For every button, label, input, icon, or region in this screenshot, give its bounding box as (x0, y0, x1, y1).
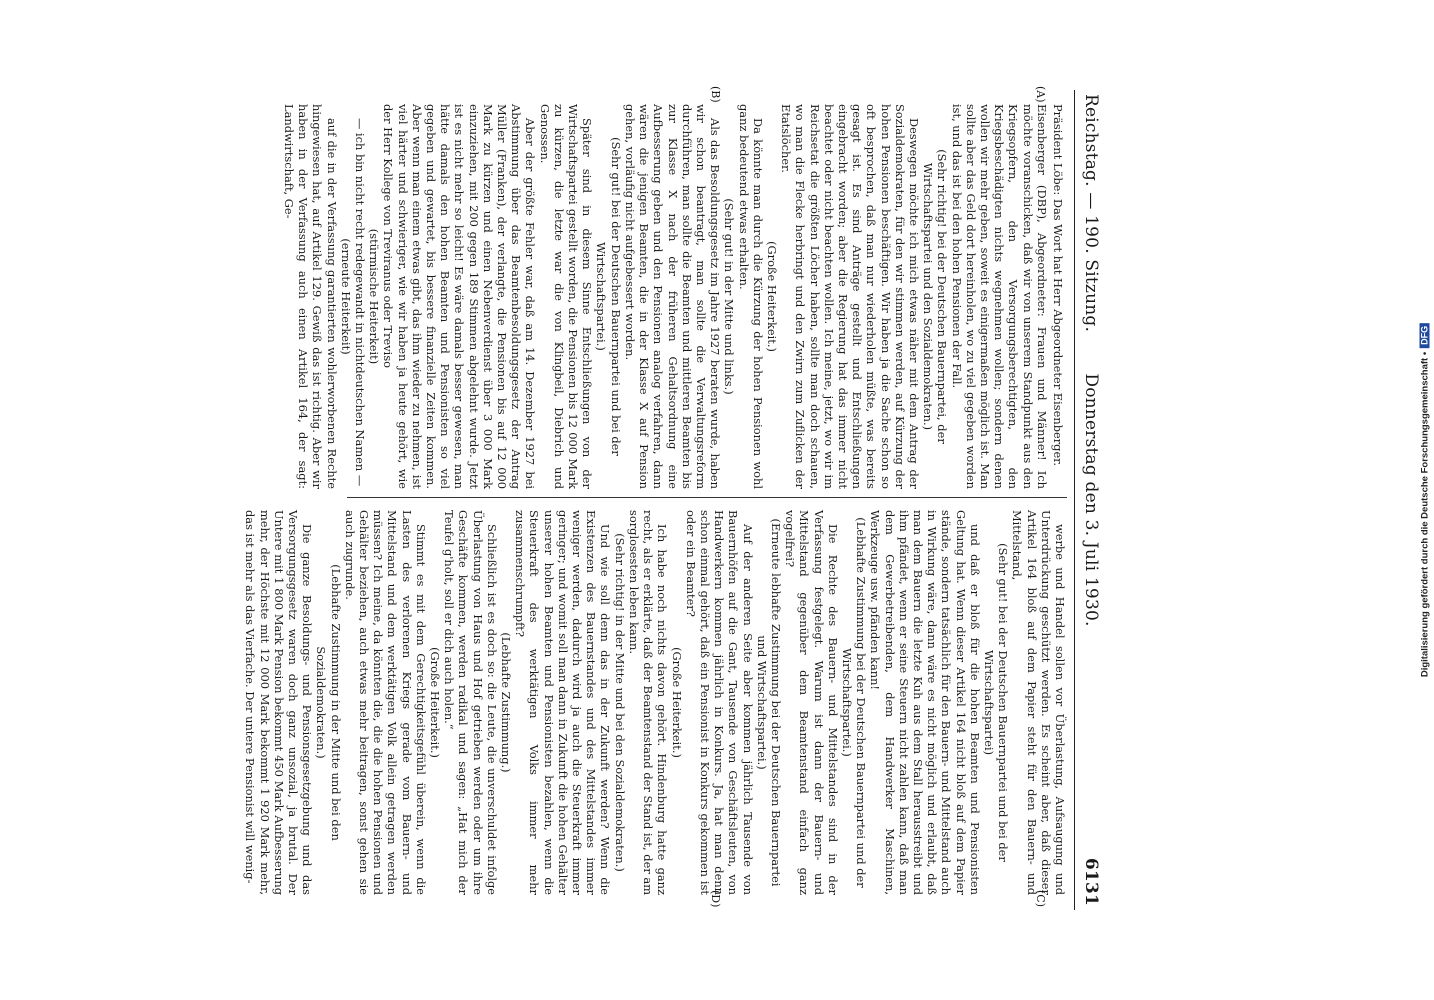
interjection: (Sehr gut! in der Mitte und links.) (722, 198, 737, 395)
header-title: Reichstag. — 190. Sitzung. (1081, 94, 1101, 333)
page-number: 6131 (1081, 857, 1101, 906)
interjection: (Sehr richtig! in der Mitte und bei den Sozialdemokraten.) (612, 533, 627, 872)
right-column (243, 510, 1067, 895)
paragraph: Auf der anderen Seite aber kommen jährlich Tausende von Bauernhöfen auf die Gant, Tausende von Geschäftsleuten, von Handwerkern kommen jährlich in Konkurs. Ja, hat man denn schon einmal gehört, daß ein Pensionist in Konkurs gekommen ist oder ein Beamter? (683, 510, 755, 895)
speaker-paragraph: Eisenberger (DBP), Abgeordneter: Frauen und Männer! Ich möchte voranschicken, daß wir von unserem Standpunkt aus den Kriegsopfern, den Versorgungsberechtigten, den Kriegsbeschädigten nichts wegnehmen wollen; sondern denen wollen wir mehr geben, soweit es einigermaßen möglich ist. Man sollte aber das Geld dort hereinholen, wo zu viel gegeben worden ist, und das ist bei den hohen Pensionen der Fall. (949, 104, 1049, 489)
paragraph: werbe und Handel sollen vor Überlastung, Aufsaugung und Unterdrückung geschützt werden. Es scheint aber, daß dieser Artikel 164 bloß auf dem Papier steht für den Bauern- und Mittelstand, (1010, 510, 1067, 895)
dfg-badge: DFG (1420, 323, 1430, 348)
paragraph: Die Rechte des Bauern- und Mittelstandes sind in der Verfassung festgelegt. Warum ist dann der Bauern- und Mittelstand gegenüber dem Beamtenstand einfach ganz vogelfrei? (783, 510, 840, 895)
margin-mark-b: (B) (709, 86, 722, 103)
interjection: (erneute Heiterkeit) (338, 238, 353, 355)
paragraph: Da könnte man durch die Kürzung der hohen Pensionen wohl ganz bedeutend etwas erhalten. (736, 104, 765, 489)
interjection: (Lebhafte Zustimmung.) (499, 632, 514, 773)
side-note (1418, 290, 1432, 710)
interjection: (Große Heiterkeit.) (764, 241, 779, 352)
paragraph: Die ganze Besoldungs- und Pensionsgesetzgebung und das Versorgungsgesetz waren doch ganz unsozial, ja brutal. Der Untere mit 1 800 Mark Pension bekommt 450 Mark Aufbesserung mehr, der Höchste mit 12 000 Mark bekommt 1 920 Mark mehr, das ist mehr als das Vierfache. Der untere Pensionist will wenig- (243, 510, 315, 895)
interjection: (Große Heiterkeit.) (428, 647, 443, 758)
interjection: (Sehr gut! bei der Deutschen Bauernpartei und bei der Wirtschaftspartei) (981, 543, 1011, 862)
paragraph: Später sind in diesem Sinne Entschließungen von der Wirtschaftspartei gestellt worden, die Pensionen bis 12 000 Mark zu kürzen, die letzte war die von Klingbeil, Diebrich und Genossen. (537, 104, 595, 489)
rotated-page (243, 86, 1107, 910)
paragraph: Als das Besoldungsgesetz im Jahre 1927 beraten wurde, haben wir schon beantragt, man sollte die Verwaltungsreform durchführen, man sollte die Beamten und mittleren Beamten bis zur Klasse X nach der früheren Gehaltsordnung eine Aufbesserung geben und den Pensionen analog verfahren, dann wären die jenigen Beamten, die in der Klasse X auf Pension gehen, vorläufig nicht aufgebessert worden. (622, 104, 723, 489)
margin-mark-d: (D) (709, 890, 722, 908)
digitization-note (1420, 323, 1431, 677)
interjection: (Große Heiterkeit.) (669, 647, 684, 758)
interjection: (Sehr gut! bei der Deutschen Bauernpartei und bei der Wirtschaftspartei.) (594, 137, 623, 456)
paragraph: — ich bin nicht recht redegewandt in nichtdeutschen Namen — (353, 118, 368, 487)
left-column (282, 104, 1067, 489)
interjection: (stürmische Heiterkeit) (367, 228, 382, 365)
paragraph: Stimmt es mit dem Gerechtigkeitsgefühl überein, wenn die Lasten des verlorenen Kriegs gerade vom Bauern- und Mittelstand und dem werktätigen Volk allein getragen werden müssen? Ich meine, da könnten die, die die hohen Pensionen und Gehälter beziehen, auch etwas mehr beitragen, sonst gehen sie auch zugrunde. (342, 510, 428, 895)
digitization-note-text: Digitalisierung gefördert durch die Deutsche Forschungsgemeinschaft • (1419, 351, 1431, 678)
margin-mark-c: (C) (1034, 890, 1047, 907)
interjection: (Lebhafte Zustimmung in der Mitte und bei den Sozialdemokraten.) (314, 564, 343, 841)
column-divider (347, 497, 1067, 498)
margin-mark-a: (A) (1034, 86, 1047, 103)
paragraph: Aber der größte Fehler war, daß am 14. Dezember 1927 bei Abstimmung über das Beamtenbesoldungsgesetz der Antrag Müller (Franken), der verlangte, die Pensionen bis auf 12 000 Mark zu kürzen und einen Nebenverdienst über 3 000 Mark einzuziehen, mit 200 gegen 189 Stimmen abgelehnt wurde. Jetzt ist es nicht mehr so leicht! Es wäre damals besser gewesen, man hätte damals den hohen Beamten und Pensionisten so viel gegeben und gewartet, bis bessere finanzielle Zeiten kommen. Aber wenn man einem etwas gibt, das ihm wieder zu nehmen, ist viel härter und schwieriger, wie wir haben ja heute gehört, wie der Herr Kollege von Treviranus oder Treviso (381, 104, 538, 489)
paragraph: auf die in der Verfassung garantierten wohlerworbenen Rechte hingewiesen hat, auf Artikel 129. Gewiß das ist richtig. Aber wir haben in der Verfassung auch einen Artikel 164, der sagt: Landwirtschaft, Ge- (282, 104, 339, 489)
paragraph: und daß er bloß für die hohen Beamten und Pensionisten Geltung hat. Wenn dieser Artikel 164 nicht bloß auf dem Papier stände, sondern tatsächlich für den Bauern- und Mittelstand auch in Wirkung wäre, dann wäre es nicht möglich und erlaubt, daß man dem Bauern die letzte Kuh aus dem Stall herausstreibt und ihm pfändet, wenn er seine Steuern nicht zahlen kann, daß man dem Gewerbetreibenden, dem Handwerker Maschinen, Werkzeuge usw. pfänden kann! (868, 510, 982, 895)
speaker-paragraph: Präsident Löbe: Das Wort hat Herr Abgeordneter Eisenberger. (1051, 104, 1065, 467)
paragraph: Und wie soll denn das in der Zukunft werden? Wenn die Existenzen des Bauernstandes und des Mittelstandes immer weniger werden, dadurch wird ja auch die Steuerkraft immer geringer; und womit soll man dann in Zukunft die hohen Gehälter unserer hohen Beamten und Pensionisten bezahlen, wenn die Steuerkraft des werktätigen Volks immer mehr zusammenschrumpft? (513, 510, 613, 895)
paragraph: Ich habe noch nichts davon gehört. Hindenburg hatte ganz recht, als er erklärte, daß der Beamtenstand der Stand ist, der am sorglosesten leben kann. (626, 510, 670, 895)
interjection: (Erneute lebhafte Zustimmung bei der Deutschen Bauernpartei und Wirtschaftspartei.) (754, 518, 783, 887)
interjection: (Lebhafte Zustimmung bei der Deutschen Bauernpartei und der Wirtschaftspartei.) (839, 517, 869, 888)
page-header (1074, 90, 1107, 910)
interjection: (Sehr richtig! bei der Deutschen Bauernpartei, der Wirtschaftspartei und den Sozialdemokraten.) (921, 149, 950, 444)
paragraph: Deswegen möchte ich mich etwas näher mit dem Antrag der Sozialdemokraten, für den wir stimmen werden, auf Kürzung der hohen Pensionen beschäftigen. Wir haben ja die Sache schon so oft besprochen, daß man nur wiederholen müßte, was bereits gesagt ist. Es sind Anträge gestellt und Entschließungen eingebracht worden; aber die Regierung hat das immer nicht beachtet oder nicht beachten wollen. Ich meine, jetzt, wo wir im Reichsetat die größten Löcher haben, sollte man doch schauen, wo man die Flecke herbringt und den Zwirn zum Zuflicken der Etatslöcher. (779, 104, 921, 489)
header-date: Donnerstag den 3. Juli 1930. (1081, 373, 1101, 627)
paragraph: Schließlich ist es doch so: die Leute, die unverschuldet infolge Überlastung von Haus und Hof getrieben werden oder um ihre Geschäfte kommen, werden radikal und sagen: „Hat mich der Teufel g'holt, soll er dich auch holen.“ (442, 510, 499, 895)
